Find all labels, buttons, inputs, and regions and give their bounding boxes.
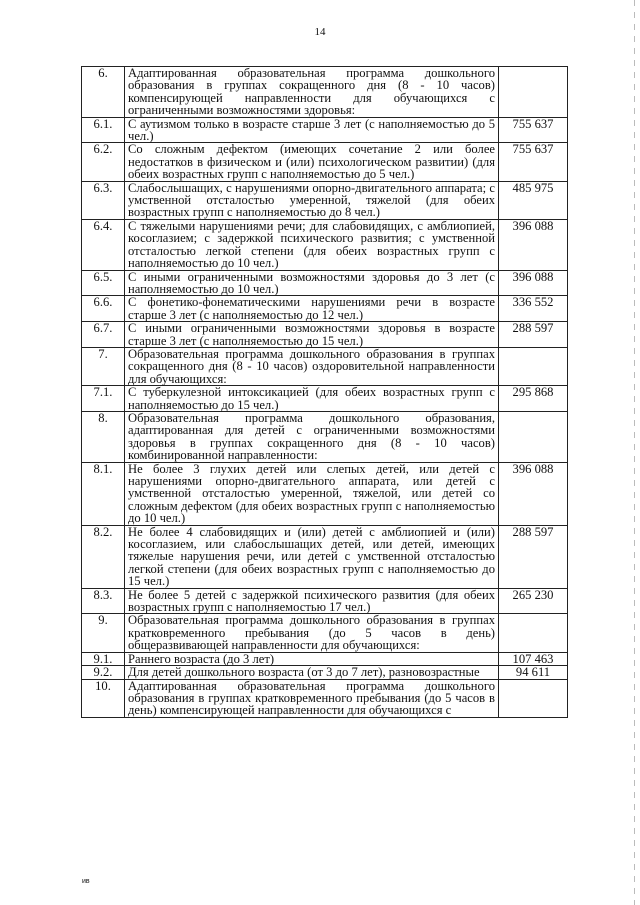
row-description: Раннего возраста (до 3 лет) — [125, 652, 499, 665]
row-number: 8. — [82, 411, 125, 462]
table-row — [82, 219, 568, 270]
row-value: 485 975 — [499, 181, 568, 219]
table-row — [82, 181, 568, 219]
table-row — [82, 462, 568, 525]
row-description: Адаптированная образовательная программа дошкольного образования в группах кратковременного пребывания (до 5 часов в день) компенсирующей направленности для обучающихся с — [125, 679, 499, 717]
row-number: 6. — [82, 67, 125, 118]
row-description: Образовательная программа дошкольного образования в группах сокращенного дня (8 - 10 часов) оздоровительной направленности для обучающихся: — [125, 347, 499, 385]
table-row — [82, 117, 568, 143]
row-description: Со сложным дефектом (имеющих сочетание 2 или более недостатков в физическом и (или) психологическом развитии) (для обеих возрастных групп с наполняемостью до 5 чел.) — [125, 143, 499, 181]
row-value: 396 088 — [499, 219, 568, 270]
table-row — [82, 322, 568, 348]
row-number: 7. — [82, 347, 125, 385]
page-number: 14 — [314, 26, 326, 38]
row-description: Слабослышащих, с нарушениями опорно-двигательного аппарата; с умственной отсталостью умеренной, тяжелой (для обеих возрастных групп с наполняемостью до 8 чел.) — [125, 181, 499, 219]
row-value — [499, 614, 568, 652]
row-number: 7.1. — [82, 386, 125, 412]
row-number: 10. — [82, 679, 125, 717]
table-row — [82, 411, 568, 462]
row-value: 265 230 — [499, 588, 568, 614]
row-description: Образовательная программа дошкольного образования, адаптированная для детей с ограниченными возможностями здоровья в группах сокращенного дня (8 - 10 часов) комбинированной направленности: — [125, 411, 499, 462]
table-row — [82, 347, 568, 385]
row-value: 755 637 — [499, 143, 568, 181]
row-description: Не более 5 детей с задержкой психического развития (для обеих возрастных групп с наполняемостью 17 чел.) — [125, 588, 499, 614]
row-number: 6.4. — [82, 219, 125, 270]
row-description: С иными ограниченными возможностями здоровья в возрасте старше 3 лет (с наполняемостью до 15 чел.) — [125, 322, 499, 348]
row-number: 8.3. — [82, 588, 125, 614]
row-description: С тяжелыми нарушениями речи; для слабовидящих, с амблиопией, косоглазием; с задержкой психического развития; с умственной отсталостью легкой степени (для обеих возрастных групп с наполняемостью до 10 чел.) — [125, 219, 499, 270]
row-description: Не более 3 глухих детей или слепых детей, или детей с нарушениями опорно-двигательного аппарата, или детей с умственной отсталостью умеренной, тяжелой, или детей со сложным дефектом (для обеих возрастных групп с наполняемостью до 10 чел.) — [125, 462, 499, 525]
table-row — [82, 386, 568, 412]
row-number: 9.1. — [82, 652, 125, 665]
row-value: 336 552 — [499, 296, 568, 322]
row-value: 295 868 — [499, 386, 568, 412]
row-value: 288 597 — [499, 322, 568, 348]
row-value — [499, 679, 568, 717]
row-description: Адаптированная образовательная программа дошкольного образования в группах сокращенного дня (8 - 10 часов) компенсирующей направленности для обучающихся с ограниченными возможностями здоровья: — [125, 67, 499, 118]
footer-mark: ив — [82, 878, 90, 885]
table-row — [82, 270, 568, 296]
row-number: 6.1. — [82, 117, 125, 143]
table-row — [82, 143, 568, 181]
row-description: С иными ограниченными возможностями здоровья до 3 лет (с наполняемостью до 10 чел.) — [125, 270, 499, 296]
row-value: 396 088 — [499, 270, 568, 296]
row-value — [499, 67, 568, 118]
row-value: 396 088 — [499, 462, 568, 525]
row-description: Для детей дошкольного возраста (от 3 до 7 лет), разновозрастные — [125, 666, 499, 679]
tariff-table — [81, 66, 568, 718]
page-edge-scan-line — [634, 0, 635, 905]
row-number: 8.2. — [82, 525, 125, 588]
row-number: 6.3. — [82, 181, 125, 219]
row-number: 6.6. — [82, 296, 125, 322]
table-row — [82, 588, 568, 614]
row-description: Не более 4 слабовидящих и (или) детей с амблиопией и (или) косоглазием, или слабослышащих детей, или детей, имеющих тяжелые нарушения речи, или детей с умственной отсталостью легкой степени (для обеих возрастных групп с наполняемостью до 15 чел.) — [125, 525, 499, 588]
row-number: 9.2. — [82, 666, 125, 679]
table-row — [82, 296, 568, 322]
row-description: С фонетико-фонематическими нарушениями речи в возрасте старше 3 лет (с наполняемостью до 12 чел.) — [125, 296, 499, 322]
row-value: 288 597 — [499, 525, 568, 588]
row-value: 107 463 — [499, 652, 568, 665]
row-number: 8.1. — [82, 462, 125, 525]
row-value — [499, 411, 568, 462]
row-number: 6.2. — [82, 143, 125, 181]
row-description: С туберкулезной интоксикацией (для обеих возрастных групп с наполняемостью до 15 чел.) — [125, 386, 499, 412]
row-description: С аутизмом только в возрасте старше 3 лет (с наполняемостью до 5 чел.) — [125, 117, 499, 143]
row-value: 755 637 — [499, 117, 568, 143]
table-row — [82, 614, 568, 652]
table-row — [82, 67, 568, 118]
row-description: Образовательная программа дошкольного образования в группах кратковременного пребывания (до 5 часов в день) общеразвивающей направленности для обучающихся: — [125, 614, 499, 652]
row-number: 9. — [82, 614, 125, 652]
row-number: 6.7. — [82, 322, 125, 348]
table-row — [82, 652, 568, 665]
table-row — [82, 679, 568, 717]
table-row — [82, 666, 568, 679]
row-value: 94 611 — [499, 666, 568, 679]
table-row — [82, 525, 568, 588]
row-value — [499, 347, 568, 385]
row-number: 6.5. — [82, 270, 125, 296]
